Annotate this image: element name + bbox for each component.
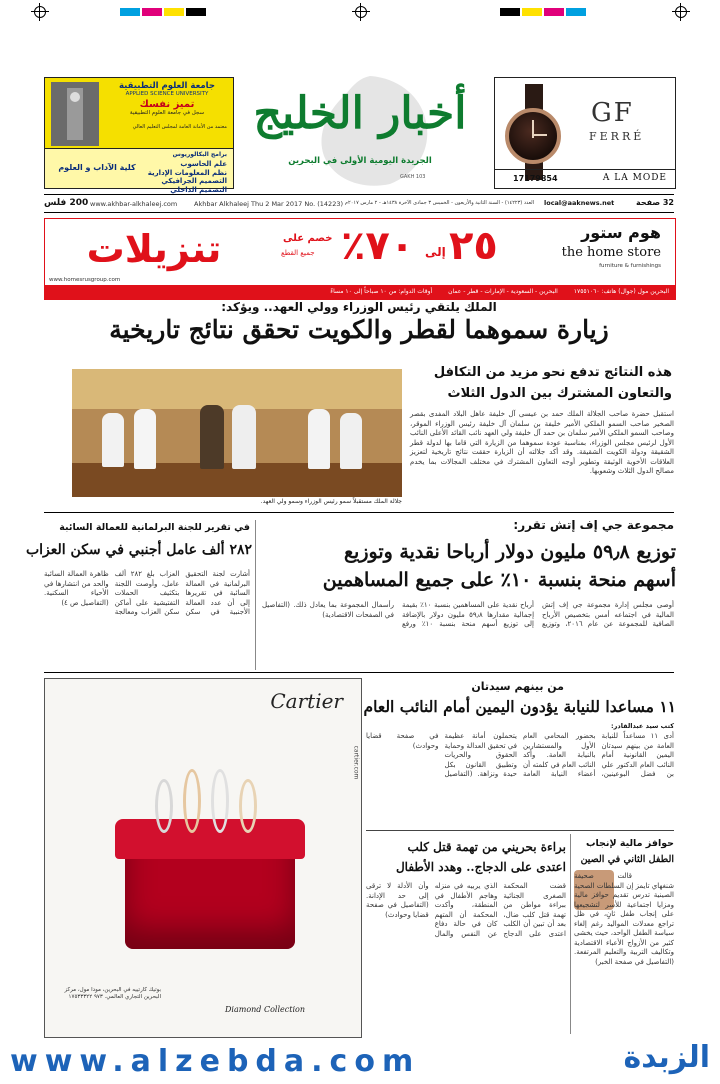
pct-from: ٢٥ xyxy=(449,223,498,269)
home-store-brand-en: the home store xyxy=(561,245,661,260)
rule xyxy=(44,212,674,213)
cartier-brand: Cartier xyxy=(270,689,343,713)
labor-body: أشارت لجنة التحقيق البرلمانية في العمالة السائبة في تقريرها إلى أن عدد العمالة الأجنبية في سكن العزاب بلغ ٢٨٢ ألف عامل، وأوصت اللجنة بتكثيف الحملات التفتيشية على أماكن سكن العزاب ومعالجة ظاهرة العمالة السائبة والحد من انتشارها في الأحياء السكنية. (التفاصيل ص ٤) xyxy=(44,570,250,616)
gf-ferre-ad[interactable] xyxy=(494,77,676,189)
masthead-code: GAKH 103 xyxy=(400,174,426,180)
footer-url[interactable]: www.alzebda.com xyxy=(10,1044,421,1079)
footer-logo: الزبدة xyxy=(623,1040,710,1075)
dog-headline-1: براءة بحريني من تهمة قتل كلب xyxy=(407,840,566,854)
asu-programs-title: برامج البكالوريوس xyxy=(172,151,227,158)
dog-headline-2: اعتدى على الدجاج.. وهدد الأطفال xyxy=(395,860,566,874)
email: local@aaknews.net xyxy=(544,199,615,207)
asu-name-ar: جامعة العلوم التطبيقية xyxy=(119,81,215,91)
prosecutors-kicker: من بينهم سيدتان xyxy=(471,680,564,693)
asu-tagline: سجل في جامعة العلوم التطبيقية xyxy=(129,110,205,116)
page-count: 32 صفحة xyxy=(635,198,674,207)
gfh-body: أوصى مجلس إدارة مجموعة جي إف إتش المالية في اجتماعه أمس بتخصيص الأرباح الصافية للمجموعة عن عام ٢٠١٦، وتوزيع أرباح نقدية على المساهمين بنسبة ١٠٪ بقيمة إجمالية مقدارها ٥٩٫٨ مليون دولار بالإضافة إلى توزيع أسهم منحة بنسبة ١٠٪ ورفع رأسمال المجموعة بما يعادل ذلك. (التفاصيل في الصفحات الاقتصادية) xyxy=(262,601,674,628)
labor-headline: ٢٨٢ ألف عامل أجنبي في سكن العزاب xyxy=(25,542,252,558)
gfh-headline-2: أسهم منحة بنسبة ١٠٪ على جميع المساهمين xyxy=(322,569,676,591)
gf-brand: GF xyxy=(591,98,634,128)
prosecutors-byline: كتب سيد عبدالقادر: xyxy=(611,722,674,730)
home-store-ad[interactable] xyxy=(44,218,676,300)
website: www.akhbar-alkhaleej.com xyxy=(90,200,178,208)
gf-phone: 17179854 xyxy=(513,174,558,183)
color-bar xyxy=(164,8,184,16)
cartier-collection: Diamond Collection xyxy=(225,1005,305,1014)
registration-mark xyxy=(355,6,367,18)
home-store-sub: furniture & furnishings xyxy=(599,263,661,269)
asu-college: كلية الآداب و العلوم xyxy=(58,163,136,172)
column-rule xyxy=(255,520,256,670)
home-store-phone: البحرين مول (جوال) هاتف: ١٧٥٥١٠٦٠ xyxy=(573,288,669,295)
lead-subheadline-2: والتعاون المشترك بين الدول الثلاث xyxy=(447,386,672,401)
rule xyxy=(44,194,674,195)
kids-body: قالت صحيفة شنغهاي تايمز إن السلطات الصحية الصينية تدرس تقديم حوافز مالية ومزايا اجتماعية للأسر لتشجيعها على إنجاب طفل ثانٍ، في ظل تراجع معدلات المواليد رغم إلغاء سياسة الطفل الواحد، حيث يخشى كثير من الأزواج الأعباء الاقتصادية وتكاليف التربية والتعليم المرتفعة. (التفاصيل في صفحة الخبر) xyxy=(574,872,674,966)
issue-en: Akhbar Alkhaleej Thu 2 Mar 2017 No. (14223) xyxy=(194,200,343,208)
gfh-headline-1: توزيع ٥٩٫٨ مليون دولار أرباحا نقدية وتوزيع xyxy=(343,541,676,563)
cartier-site: cartier.com xyxy=(352,745,360,780)
info-bar xyxy=(44,196,674,212)
pct-to: ٧٠٪ xyxy=(341,223,415,269)
color-bar xyxy=(522,8,542,16)
rule xyxy=(44,512,674,513)
column-rule xyxy=(570,834,571,1034)
registration-mark xyxy=(675,6,687,18)
labor-kicker: في تقرير للجنة البرلمانية للعمالة السائبة xyxy=(59,522,250,533)
cartier-ad[interactable] xyxy=(44,678,362,1038)
cartier-store: بوتيك كارتييه في البحرين، مودا مول، مركز البحرين التجاري العالمي. ٩٧٣ ١٧٥٣٣٣٢٢ xyxy=(64,987,161,1000)
home-store-hours: أوقات الدوام: من ١٠ صباحاً إلى ١٠ مساءً xyxy=(330,288,433,295)
kids-headline: الطفل الثاني في الصين xyxy=(580,854,674,865)
lead-body: استقبل حضرة صاحب الجلالة الملك حمد بن عيسى آل خليفة عاهل البلاد المفدى بقصر الصخير صاحب السمو الملكي الأمير خليفة بن سلمان آل خليفة رئيس الوزراء الموقر، وصاحب السمو الملكي الأمير سلمان بن حمد آل خليفة ولي العهد نائب القائد الأعلى النائب الأول لرئيس مجلس الوزراء، بمناسبة عودة سموهما من الزيارة التي قاما بها لدولة قطر الشقيقة ودولة الكويت الشقيقة. وقد أكد جلالته أن الزيارة حققت نتائج تاريخية لتعزيز العلاقات الأخوية الوثيقة وتطوير أوجه التعاون المشترك في مختلف المجالات بما يخدم مصالح الدول الثلاث وشعوبها. xyxy=(410,410,674,475)
color-bar xyxy=(500,8,520,16)
asu-note: معتمد من الأمانة العامة لمجلس التعليم العالي xyxy=(132,124,227,130)
gfh-kicker: مجموعة جي إف إتش تقرر: xyxy=(513,518,674,532)
lead-headline: زيارة سموهما لقطر والكويت تحقق نتائج تاريخية xyxy=(109,315,609,344)
university-tower-image xyxy=(51,82,99,146)
all-items-label: جميع القطع xyxy=(281,249,315,257)
lead-subheadline-1: هذه النتائج تدفع نحو مزيد من التكافل xyxy=(433,365,672,380)
footer-bar xyxy=(0,1040,720,1084)
masthead-title: أخبار الخليج xyxy=(253,88,467,139)
registration-mark xyxy=(34,6,46,18)
color-bar xyxy=(566,8,586,16)
prosecutors-body: أدى ١١ مساعداً للنيابة العامة من بينهم سيدتان اليمين القانونية أمام النائب العام الدكتور علي بن فضل البوعينين، بحضور المحامي العام الأول والمستشارين بالنيابة العامة. وأكد النائب العام في كلمته أن أعضاء النيابة العامة يتحملون أمانة عظيمة في تحقيق العدالة وحماية الحقوق والحريات وتطبيق القانون بكل حيدة ونزاهة. (التفاصيل في صفحة قضايا وحوادث) xyxy=(366,732,674,778)
gf-store: A LA MODE xyxy=(602,173,667,183)
lead-photo xyxy=(72,369,402,497)
home-store-brand-ar: هوم ستور xyxy=(581,223,661,242)
kids-kicker: حوافز مالية لإنجاب xyxy=(585,838,674,849)
home-store-countries: البحرين - السعودية - الإمارات - قطر - عمان xyxy=(448,288,558,295)
issue-ar: العدد (١٤٢٢٣) - السنة الثانية والأربعون - الخميس ٣ جمادى الآخرة ١٤٣٨هـ - ٢ مارس ٢٠١٧م xyxy=(344,200,534,206)
prosecutors-headline: ١١ مساعدا للنيابة يؤدون اليمين أمام النائب العام xyxy=(363,697,676,716)
asu-slogan: تميز نفسك xyxy=(139,99,195,110)
sale-site: www.homesrusgroup.com xyxy=(49,277,121,283)
lead-caption: جلالة الملك مستقبلاً سمو رئيس الوزراء وسمو ولي العهد. xyxy=(260,498,402,505)
color-bar xyxy=(142,8,162,16)
rule xyxy=(44,672,674,673)
rule xyxy=(366,830,674,831)
sale-to: إلى xyxy=(425,245,446,259)
color-bar xyxy=(120,8,140,16)
discount-label: خصم على xyxy=(283,233,333,244)
sale-word: تنزيلات xyxy=(86,227,222,271)
lead-kicker: الملك يلتقي رئيس الوزراء وولي العهد.. ويؤكد: xyxy=(221,300,497,314)
asu-name-en: APPLIED SCIENCE UNIVERSITY xyxy=(125,91,209,97)
masthead xyxy=(250,70,470,190)
color-bar xyxy=(186,8,206,16)
asu-ad[interactable] xyxy=(44,77,234,194)
ring-box-image xyxy=(115,769,305,969)
watch-image xyxy=(503,84,565,180)
color-bar xyxy=(544,8,564,16)
asu-programs-list: علم الحاسوب نظم المعلومات الإدارية التصميم الجرافيكي التصميم الداخلي xyxy=(147,160,227,194)
gf-brand-sub: FERRÉ xyxy=(589,130,645,143)
masthead-subtitle: الجريدة اليومية الأولى في البحرين xyxy=(288,156,432,166)
dog-body: قضت المحكمة الصغرى الجنائية ببراءة مواطن من تهمة قتل كلب ضال، بعد أن تبين أن الكلب اعتدى على الدجاج الذي يربيه في منزله وهاجم الأطفال في المنطقة، وأكدت المحكمة أن المتهم كان في حالة دفاع عن النفس والمال وأن الأدلة لا ترقى إلى حد الإدانة. (التفاصيل في صفحة قضايا وحوادث) xyxy=(366,882,566,938)
price: 200 فلس xyxy=(44,198,89,208)
